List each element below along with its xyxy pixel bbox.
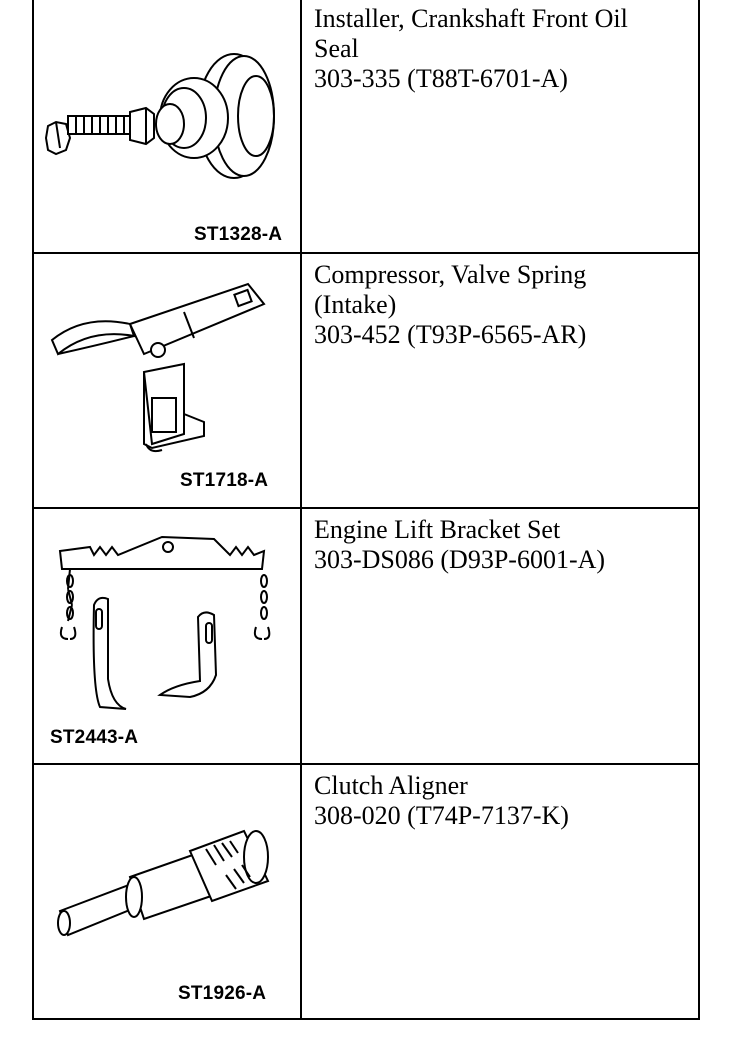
tool-name-line: Seal	[314, 34, 359, 63]
part-number: 303-452 (T93P-6565-AR)	[314, 320, 587, 349]
part-number: 308-020 (T74P-7137-K)	[314, 801, 569, 830]
tool-description	[314, 771, 690, 831]
part-number: 303-335 (T88T-6701-A)	[314, 64, 568, 93]
illustration-cell	[34, 0, 302, 252]
tool-row	[34, 0, 698, 254]
tool-description	[314, 260, 690, 350]
illustration-code: ST1926-A	[178, 983, 267, 1004]
special-tools-table	[32, 0, 700, 1020]
tool-row	[34, 254, 698, 509]
illustration-code: ST2443-A	[50, 727, 139, 748]
tool-name-line: Clutch Aligner	[314, 771, 468, 800]
clutch-aligner-icon	[34, 765, 300, 1016]
tool-description	[314, 515, 690, 575]
illustration-code: ST1328-A	[194, 224, 283, 245]
crankshaft-seal-installer-icon	[34, 0, 300, 252]
tool-row	[34, 509, 698, 765]
tool-row	[34, 765, 698, 1018]
engine-lift-bracket-icon	[34, 509, 300, 763]
illustration-cell	[34, 765, 302, 1018]
tool-name-line: Engine Lift Bracket Set	[314, 515, 561, 544]
illustration-cell	[34, 509, 302, 763]
illustration-cell	[34, 254, 302, 507]
tool-name-line: Compressor, Valve Spring	[314, 260, 587, 289]
tool-description	[314, 4, 690, 94]
illustration-code: ST1718-A	[180, 470, 269, 491]
part-number: 303-DS086 (D93P-6001-A)	[314, 545, 606, 574]
tool-name-line: (Intake)	[314, 290, 397, 319]
tool-name-line: Installer, Crankshaft Front Oil	[314, 4, 628, 33]
